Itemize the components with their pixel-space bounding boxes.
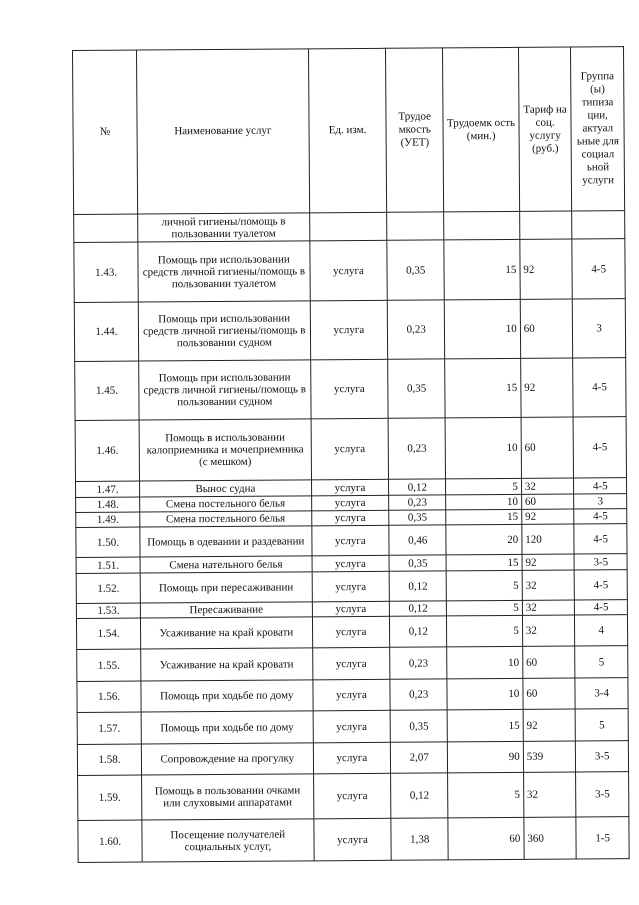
cell-name: Смена постельного белья — [140, 511, 311, 527]
table-row — [77, 709, 628, 745]
table-row — [78, 772, 629, 821]
cell-group: 5 — [576, 709, 629, 741]
cell-group: 4-5 — [573, 358, 626, 417]
cell-unit: услуга — [312, 679, 390, 711]
cell-group: 3-5 — [576, 772, 629, 817]
cell-uet: 0,35 — [388, 359, 445, 418]
cell-uet: 0,12 — [389, 479, 446, 495]
cell-num: 1.50. — [76, 527, 140, 557]
cell-uet: 0,35 — [390, 710, 447, 742]
cell-num: 1.48. — [76, 497, 140, 512]
cell-name: Помощь при использовании средств личной гигиены/помощь в пользовании судном — [139, 360, 311, 420]
cell-name: Помощь при использовании средств личной гигиены/помощь в пользовании судном — [138, 301, 310, 361]
cell-num: 1.44. — [74, 302, 139, 361]
cell-uet: 0,23 — [390, 679, 447, 710]
header-name: Наименование услуг — [137, 49, 310, 214]
cell-minutes: 10 — [447, 646, 523, 679]
cell-name: Пересаживание — [141, 602, 312, 618]
cell-tariff: 32 — [522, 600, 575, 615]
cell-uet: 0,35 — [387, 240, 444, 300]
cell-unit: услуга — [313, 742, 391, 774]
cell-num: 1.49. — [76, 512, 140, 527]
cell-group: 4-5 — [572, 239, 625, 299]
cell-group: 4 — [575, 615, 628, 646]
cell-unit: услуга — [312, 601, 390, 617]
cell-num: 1.60. — [78, 820, 142, 862]
cell-group: 4-5 — [573, 417, 626, 478]
cell-num: 1.52. — [76, 573, 140, 603]
cell-minutes: 5 — [448, 772, 524, 818]
cell-num: 1.54. — [76, 618, 140, 649]
cell-num: 1.56. — [77, 681, 141, 712]
cell-uet: 0,23 — [390, 647, 447, 679]
cell-group: 5 — [575, 646, 628, 678]
table-row — [75, 417, 626, 482]
cell-num: 1.51. — [76, 557, 140, 573]
cell-tariff: 92 — [522, 554, 575, 570]
cell-num: 1.47. — [76, 481, 140, 497]
cell-group: 4-5 — [574, 509, 627, 524]
cell-tariff: 92 — [523, 709, 576, 741]
cell-minutes: 15 — [446, 509, 522, 525]
cell-num: 1.55. — [77, 649, 141, 681]
cell-tariff — [519, 211, 572, 239]
cell-group: 3 — [573, 299, 626, 358]
cell-tariff: 60 — [520, 299, 573, 358]
table-row — [77, 741, 628, 776]
cell-minutes: 20 — [446, 524, 522, 555]
cell-num: 1.57. — [77, 712, 141, 744]
cell-group: 3-5 — [574, 554, 627, 570]
header-tariff: Тариф на соц. услугу (руб.) — [518, 47, 572, 211]
cell-uet: 0,23 — [388, 300, 445, 359]
cell-num: 1.43. — [74, 242, 139, 302]
table-row — [78, 817, 629, 863]
cell-group: 1-5 — [576, 817, 629, 859]
cell-name: Сопровождение на прогулку — [141, 743, 313, 775]
cell-unit: услуга — [313, 818, 391, 861]
cell-uet: 0,46 — [389, 525, 446, 555]
cell-uet: 0,23 — [388, 418, 445, 479]
table-row — [77, 646, 628, 682]
cell-group: 3-4 — [575, 678, 628, 709]
cell-unit: услуга — [313, 710, 391, 743]
cell-uet: 2,07 — [391, 742, 448, 773]
cell-minutes: 15 — [445, 358, 521, 418]
cell-tariff: 32 — [523, 772, 576, 817]
cell-name: Помощь при использовании средств личной гигиены/помощь в пользовании туалетом — [138, 241, 310, 302]
cell-tariff: 60 — [521, 417, 574, 478]
cell-unit: услуга — [312, 555, 390, 572]
table-row — [74, 299, 625, 362]
cell-minutes: 60 — [448, 817, 524, 860]
cell-uet: 0,35 — [389, 510, 446, 525]
table-row — [76, 615, 627, 650]
cell-minutes: 10 — [445, 417, 521, 479]
cell-num: 1.46. — [75, 420, 140, 481]
cell-tariff: 60 — [521, 494, 574, 509]
cell-group — [572, 211, 625, 239]
cell-name: личной гигиены/помощь в пользовании туалетом — [138, 213, 310, 242]
header-num: № — [73, 50, 138, 214]
cell-unit: услуга — [312, 616, 390, 648]
cell-num: 1.45. — [75, 361, 140, 420]
cell-name: Помощь в пользовании очками или слуховыми аппаратами — [142, 774, 314, 820]
cell-tariff: 60 — [523, 646, 576, 678]
table-row — [74, 211, 625, 243]
cell-group: 4-5 — [575, 570, 628, 600]
header-minutes: Трудоемк ость (мин.) — [443, 47, 520, 212]
cell-tariff: 92 — [520, 239, 573, 299]
cell-unit: услуга — [312, 647, 390, 680]
cell-unit: услуга — [313, 773, 391, 819]
table-row — [76, 524, 627, 558]
cell-group: 4-5 — [574, 524, 627, 554]
cell-minutes: 10 — [447, 678, 523, 710]
cell-name: Вынос судна — [140, 480, 311, 497]
cell-tariff: 92 — [522, 509, 575, 524]
cell-minutes: 5 — [446, 600, 522, 616]
cell-name: Помощь при пересаживании — [140, 572, 312, 603]
cell-minutes: 5 — [446, 570, 522, 601]
cell-group: 4-5 — [574, 478, 627, 494]
table-body — [74, 211, 630, 863]
cell-num: 1.59. — [78, 775, 142, 820]
cell-group: 3-5 — [576, 741, 629, 772]
cell-minutes: 10 — [446, 494, 522, 510]
cell-uet: 0,12 — [389, 571, 446, 601]
header-group: Группа (ы) типиза ции, актуал ьные для социал ьной услуги — [571, 47, 625, 211]
cell-uet: 0,12 — [391, 773, 448, 818]
cell-tariff: 32 — [522, 615, 575, 646]
cell-minutes: 15 — [444, 239, 520, 300]
cell-unit — [309, 212, 387, 241]
cell-tariff: 60 — [523, 678, 576, 709]
table-row — [75, 358, 626, 421]
services-table — [72, 46, 630, 863]
cell-unit: услуга — [310, 359, 388, 419]
cell-unit: услуга — [311, 479, 389, 496]
header-uet: Трудое мкость (УЕТ) — [386, 48, 444, 212]
cell-minutes: 5 — [446, 478, 522, 495]
cell-name: Помощь при ходьбе по дому — [141, 680, 313, 712]
table-row — [74, 239, 625, 303]
cell-name: Смена нательного белья — [140, 556, 311, 573]
cell-tariff: 32 — [522, 570, 575, 600]
cell-minutes: 10 — [444, 299, 520, 359]
cell-minutes — [444, 211, 520, 240]
cell-num: 1.58. — [77, 744, 141, 775]
cell-unit: услуга — [309, 240, 387, 301]
cell-tariff: 539 — [523, 741, 576, 772]
cell-uet: 0,12 — [390, 601, 447, 616]
cell-group: 4-5 — [575, 600, 628, 615]
cell-uet: 0,23 — [389, 495, 446, 510]
cell-name: Помощь в использовании калоприемника и мочеприемника (с мешком) — [139, 419, 311, 481]
cell-unit: услуга — [312, 571, 390, 602]
cell-name: Посещение получателей социальных услуг, — [142, 819, 314, 862]
cell-name: Смена постельного белья — [140, 496, 311, 512]
cell-tariff: 360 — [524, 817, 577, 859]
cell-uet: 1,38 — [391, 818, 448, 860]
cell-unit: услуга — [311, 525, 389, 556]
cell-minutes: 5 — [447, 615, 523, 647]
cell-unit: услуга — [311, 418, 389, 480]
cell-tariff: 92 — [520, 358, 573, 417]
cell-unit: услуга — [311, 495, 389, 511]
cell-unit: услуга — [311, 510, 389, 526]
cell-uet: 0,12 — [390, 616, 447, 647]
cell-minutes: 15 — [446, 554, 522, 571]
cell-tariff: 32 — [521, 478, 574, 494]
cell-unit: услуга — [310, 300, 388, 360]
cell-name: Помощь при ходьбе по дому — [141, 711, 313, 744]
cell-minutes: 90 — [447, 741, 523, 773]
cell-name: Усаживание на край кровати — [141, 648, 313, 681]
cell-tariff: 120 — [522, 524, 575, 554]
cell-num — [74, 214, 138, 242]
cell-name: Усаживание на край кровати — [141, 617, 313, 649]
cell-num: 1.53. — [76, 603, 140, 618]
cell-uet: 0,35 — [389, 555, 446, 571]
header-unit: Ед. изм. — [308, 48, 387, 213]
table-row — [77, 678, 628, 713]
header-row — [73, 47, 625, 215]
cell-uet — [387, 212, 444, 240]
table-row — [76, 570, 627, 604]
cell-name: Помощь в одевании и раздевании — [140, 526, 312, 557]
cell-group: 3 — [574, 494, 627, 509]
cell-minutes: 15 — [447, 709, 523, 742]
